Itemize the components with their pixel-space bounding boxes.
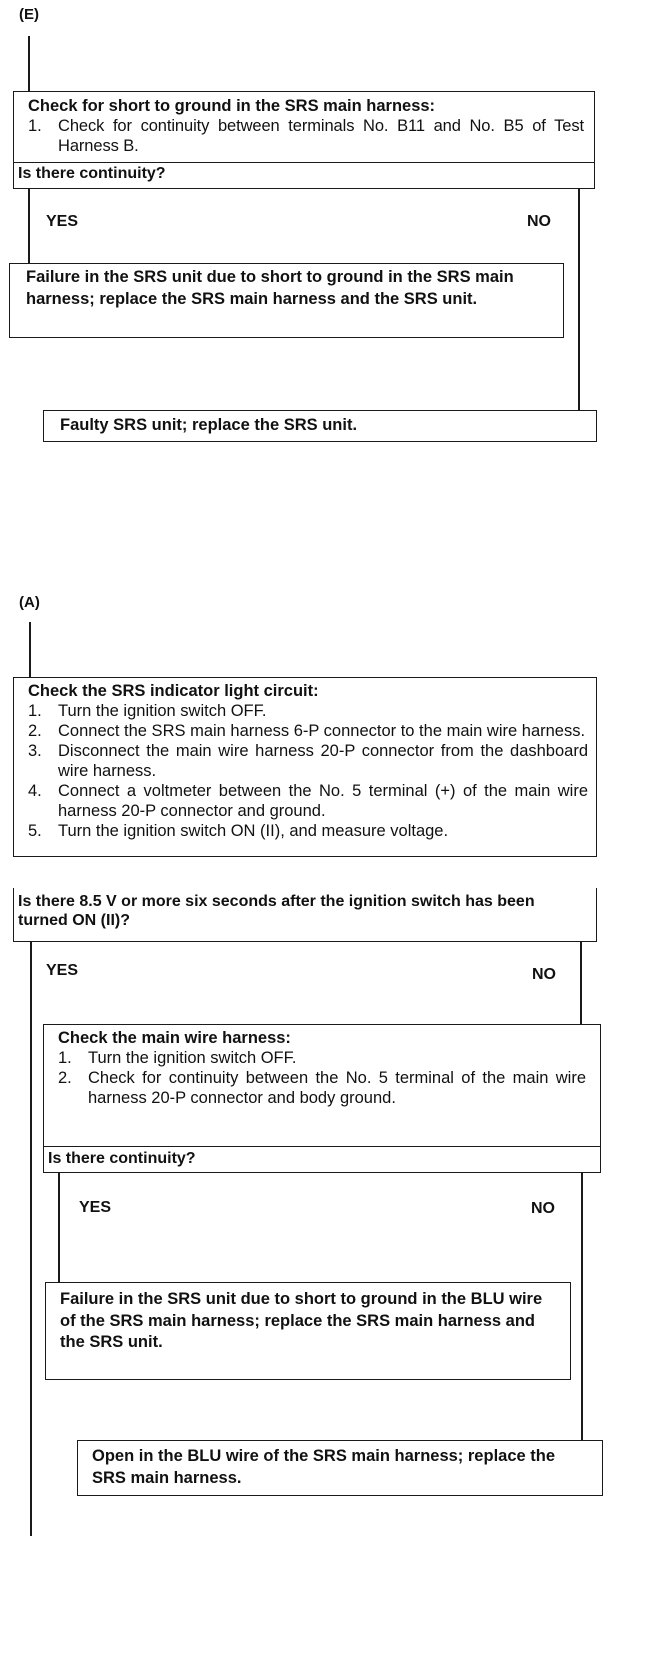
flow-line: [29, 622, 31, 678]
flow-line: [28, 36, 30, 92]
flow-line: [30, 942, 32, 1536]
check-steps-a: [28, 701, 588, 841]
check-steps-e: [28, 116, 584, 156]
result-text: Failure in the SRS unit due to short to ground in the SRS main harness; replace the SRS main harness and the SRS unit.: [26, 268, 514, 308]
step-number: 3.: [28, 742, 42, 760]
result-box-e-no: [43, 410, 597, 442]
step-number: 2.: [58, 1069, 72, 1087]
check-step: [28, 781, 588, 821]
result-text: Open in the BLU wire of the SRS main harness; replace the SRS main harness.: [92, 1447, 556, 1487]
check-step: [28, 821, 588, 841]
flow-line: [28, 189, 30, 264]
check-question-a: Is there 8.5 V or more six seconds after the ignition switch has been turned ON (II)?: [18, 893, 535, 929]
check-question-e: Is there continuity?: [18, 165, 166, 182]
no-label-a: NO: [532, 966, 556, 983]
yes-label-sub: YES: [79, 1199, 112, 1216]
section-e-label: (E): [19, 6, 39, 23]
check-step: [28, 721, 588, 741]
section-a-label: (A): [19, 594, 40, 611]
check-box-a: [13, 677, 597, 857]
result-box-sub-no: [77, 1440, 603, 1496]
flow-line: [578, 189, 580, 411]
check-step: [58, 1048, 586, 1068]
no-label-sub: NO: [531, 1200, 555, 1217]
question-divider: [44, 1146, 600, 1147]
result-box-sub-yes: [45, 1282, 571, 1380]
flow-line: [581, 1173, 583, 1441]
step-number: 1.: [58, 1049, 72, 1067]
question-divider: [14, 162, 594, 163]
check-box-sub: [43, 1024, 601, 1173]
step-text: Check for continuity between terminals No. B11 and No. B5 of Test Harness B.: [58, 117, 584, 155]
no-label-e: NO: [527, 213, 551, 230]
result-text: Faulty SRS unit; replace the SRS unit.: [60, 416, 358, 434]
step-text: Check for continuity between the No. 5 terminal of the main wire harness 20-P connector and body ground.: [88, 1069, 586, 1107]
step-number: 1.: [28, 702, 42, 720]
check-title-a: Check the SRS indicator light circuit:: [28, 682, 319, 700]
check-title-e: Check for short to ground in the SRS main harness:: [28, 97, 436, 115]
flow-line: [580, 942, 582, 1024]
step-text: Connect a voltmeter between the No. 5 terminal (+) of the main wire harness 20-P connector and ground.: [58, 782, 588, 820]
check-step: [28, 116, 584, 156]
flow-line: [58, 1173, 60, 1283]
step-text: Disconnect the main wire harness 20-P connector from the dashboard wire harness.: [58, 742, 588, 780]
result-box-e-yes: [9, 263, 564, 338]
check-step: [28, 741, 588, 781]
step-text: Turn the ignition switch OFF.: [58, 702, 267, 720]
question-box-a: [13, 888, 597, 942]
step-number: 5.: [28, 822, 42, 840]
step-text: Connect the SRS main harness 6-P connector to the main wire harness.: [58, 722, 586, 740]
check-title-sub: Check the main wire harness:: [58, 1029, 291, 1047]
check-box-e: [13, 91, 595, 189]
check-step: [58, 1068, 586, 1108]
step-text: Turn the ignition switch ON (II), and measure voltage.: [58, 822, 449, 840]
yes-label-a: YES: [46, 962, 79, 979]
check-steps-sub: [58, 1048, 586, 1108]
yes-label-e: YES: [46, 213, 79, 230]
step-number: 1.: [28, 117, 42, 135]
result-text: Failure in the SRS unit due to short to ground in the BLU wire of the SRS main harness; replace the SRS main harness and the SRS unit.: [60, 1290, 543, 1351]
step-number: 4.: [28, 782, 42, 800]
step-number: 2.: [28, 722, 42, 740]
check-question-sub: Is there continuity?: [48, 1150, 196, 1167]
check-step: [28, 701, 588, 721]
step-text: Turn the ignition switch OFF.: [88, 1049, 297, 1067]
